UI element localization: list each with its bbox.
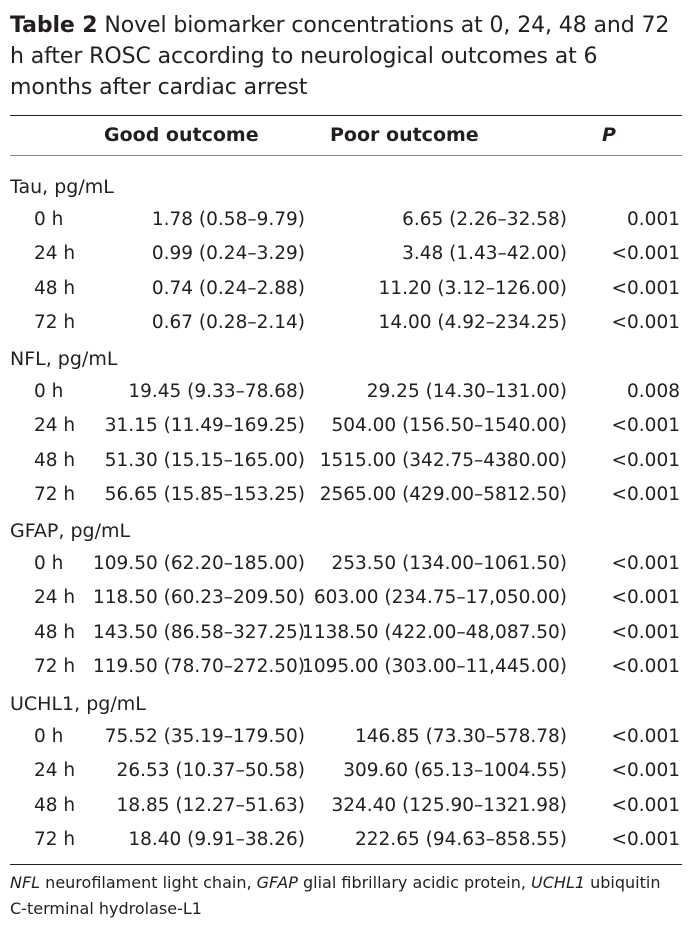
p-value-cell: <0.001	[611, 621, 680, 643]
good-outcome-cell: 56.65 (15.85–153.25)	[104, 483, 305, 505]
p-value-cell: <0.001	[611, 655, 680, 677]
good-outcome-cell: 143.50 (86.58–327.25)	[93, 621, 305, 643]
poor-outcome-cell: 2565.00 (429.00–5812.50)	[319, 483, 567, 505]
time-point-cell: 72 h	[34, 828, 76, 850]
time-point-cell: 0 h	[34, 553, 64, 574]
table-caption	[10, 10, 682, 103]
table-row	[0, 791, 690, 825]
p-value-cell: <0.001	[611, 449, 680, 471]
column-header-p-value: P	[602, 124, 616, 146]
time-point-cell: 24 h	[34, 243, 76, 265]
time-point-cell: 72 h	[34, 655, 76, 677]
poor-outcome-cell: 603.00 (234.75–17,050.00)	[313, 587, 567, 609]
table-row	[0, 825, 690, 859]
group-label: Tau, pg/mL	[10, 176, 114, 198]
good-outcome-cell: 31.15 (11.49–169.25)	[104, 415, 305, 437]
p-value-cell: <0.001	[611, 828, 680, 850]
good-outcome-cell: 51.30 (15.15–165.00)	[104, 449, 305, 471]
footnote-def-nfl: neurofilament light chain,	[40, 873, 257, 892]
group-label: UCHL1, pg/mL	[10, 693, 146, 715]
p-value-cell: <0.001	[611, 415, 680, 437]
p-value-cell: 0.008	[627, 381, 680, 402]
good-outcome-cell: 118.50 (60.23–209.50)	[93, 587, 305, 609]
poor-outcome-cell: 146.85 (73.30–578.78)	[355, 726, 567, 747]
good-outcome-cell: 1.78 (0.58–9.79)	[151, 209, 305, 230]
p-value-cell: <0.001	[611, 311, 680, 333]
time-point-cell: 48 h	[34, 794, 76, 816]
good-outcome-cell: 18.85 (12.27–51.63)	[116, 794, 305, 816]
time-point-cell: 0 h	[34, 726, 64, 747]
poor-outcome-cell: 6.65 (2.26–32.58)	[402, 209, 567, 230]
table-row	[0, 239, 690, 273]
table-row	[0, 308, 690, 342]
table-label: Table 2	[10, 13, 98, 38]
p-value-cell: <0.001	[611, 243, 680, 265]
table-row	[0, 411, 690, 445]
group-label: GFAP, pg/mL	[10, 520, 131, 542]
poor-outcome-cell: 29.25 (14.30–131.00)	[366, 381, 567, 402]
good-outcome-cell: 0.99 (0.24–3.29)	[151, 243, 305, 265]
time-point-cell: 48 h	[34, 621, 76, 643]
good-outcome-cell: 119.50 (78.70–272.50)	[93, 655, 305, 677]
p-value-cell: <0.001	[611, 483, 680, 505]
table-row	[0, 480, 690, 514]
time-point-cell: 24 h	[34, 587, 76, 609]
time-point-cell: 48 h	[34, 449, 76, 471]
column-header-good-outcome: Good outcome	[104, 124, 259, 146]
poor-outcome-cell: 11.20 (3.12–126.00)	[378, 277, 567, 299]
time-point-cell: 72 h	[34, 483, 76, 505]
poor-outcome-cell: 309.60 (65.13–1004.55)	[343, 760, 567, 782]
p-value-cell: <0.001	[611, 726, 680, 747]
time-point-cell: 48 h	[34, 277, 76, 299]
poor-outcome-cell: 222.65 (94.63–858.55)	[355, 828, 567, 850]
table-row	[0, 205, 690, 239]
column-header-poor-outcome: Poor outcome	[330, 124, 479, 146]
good-outcome-cell: 18.40 (9.91–38.26)	[128, 828, 305, 850]
table-header-rule	[10, 155, 682, 156]
footnote-abbr-nfl: NFL	[10, 873, 41, 892]
poor-outcome-cell: 324.40 (125.90–1321.98)	[331, 794, 567, 816]
poor-outcome-cell: 1095.00 (303.00–11,445.00)	[302, 655, 567, 677]
poor-outcome-cell: 3.48 (1.43–42.00)	[402, 243, 567, 265]
poor-outcome-cell: 504.00 (156.50–1540.00)	[331, 415, 567, 437]
table-bottom-rule	[10, 864, 682, 865]
p-value-cell: <0.001	[611, 794, 680, 816]
p-value-cell: <0.001	[611, 277, 680, 299]
good-outcome-cell: 75.52 (35.19–179.50)	[104, 726, 305, 747]
time-point-cell: 24 h	[34, 760, 76, 782]
poor-outcome-cell: 1138.50 (422.00–48,087.50)	[302, 621, 567, 643]
table-row	[0, 377, 690, 411]
p-value-cell: <0.001	[611, 587, 680, 609]
table-row	[0, 652, 690, 686]
poor-outcome-cell: 1515.00 (342.75–4380.00)	[319, 449, 567, 471]
footnote-abbr-gfap: GFAP	[256, 873, 298, 892]
table-caption-text: Novel biomarker concentrations at 0, 24, 48 and 72 h after ROSC according to neurological outcomes at 6 months after cardiac arrest	[10, 13, 670, 100]
table-row	[0, 274, 690, 308]
table-footnote	[10, 870, 682, 922]
p-value-cell: <0.001	[611, 760, 680, 782]
table-row	[0, 722, 690, 756]
poor-outcome-cell: 14.00 (4.92–234.25)	[378, 311, 567, 333]
footnote-abbr-uchl1: UCHL1	[531, 873, 586, 892]
footnote-def-uchl1: ubiquitin C-terminal hydrolase-L1	[10, 873, 661, 918]
footnote-def-gfap: glial fibrillary acidic protein,	[297, 873, 532, 892]
table-row	[0, 618, 690, 652]
good-outcome-cell: 26.53 (10.37–50.58)	[116, 760, 305, 782]
time-point-cell: 24 h	[34, 415, 76, 437]
p-value-cell: <0.001	[611, 553, 680, 574]
time-point-cell: 72 h	[34, 311, 76, 333]
good-outcome-cell: 0.67 (0.28–2.14)	[151, 311, 305, 333]
good-outcome-cell: 19.45 (9.33–78.68)	[128, 381, 305, 402]
poor-outcome-cell: 253.50 (134.00–1061.50)	[331, 553, 567, 574]
table-row	[0, 549, 690, 583]
group-label: NFL, pg/mL	[10, 348, 118, 370]
table-top-rule	[10, 115, 682, 116]
table-row	[0, 446, 690, 480]
good-outcome-cell: 0.74 (0.24–2.88)	[151, 277, 305, 299]
p-value-cell: 0.001	[627, 209, 680, 230]
table-row	[0, 583, 690, 617]
time-point-cell: 0 h	[34, 381, 64, 402]
table-row	[0, 756, 690, 790]
good-outcome-cell: 109.50 (62.20–185.00)	[93, 553, 305, 574]
time-point-cell: 0 h	[34, 209, 64, 230]
